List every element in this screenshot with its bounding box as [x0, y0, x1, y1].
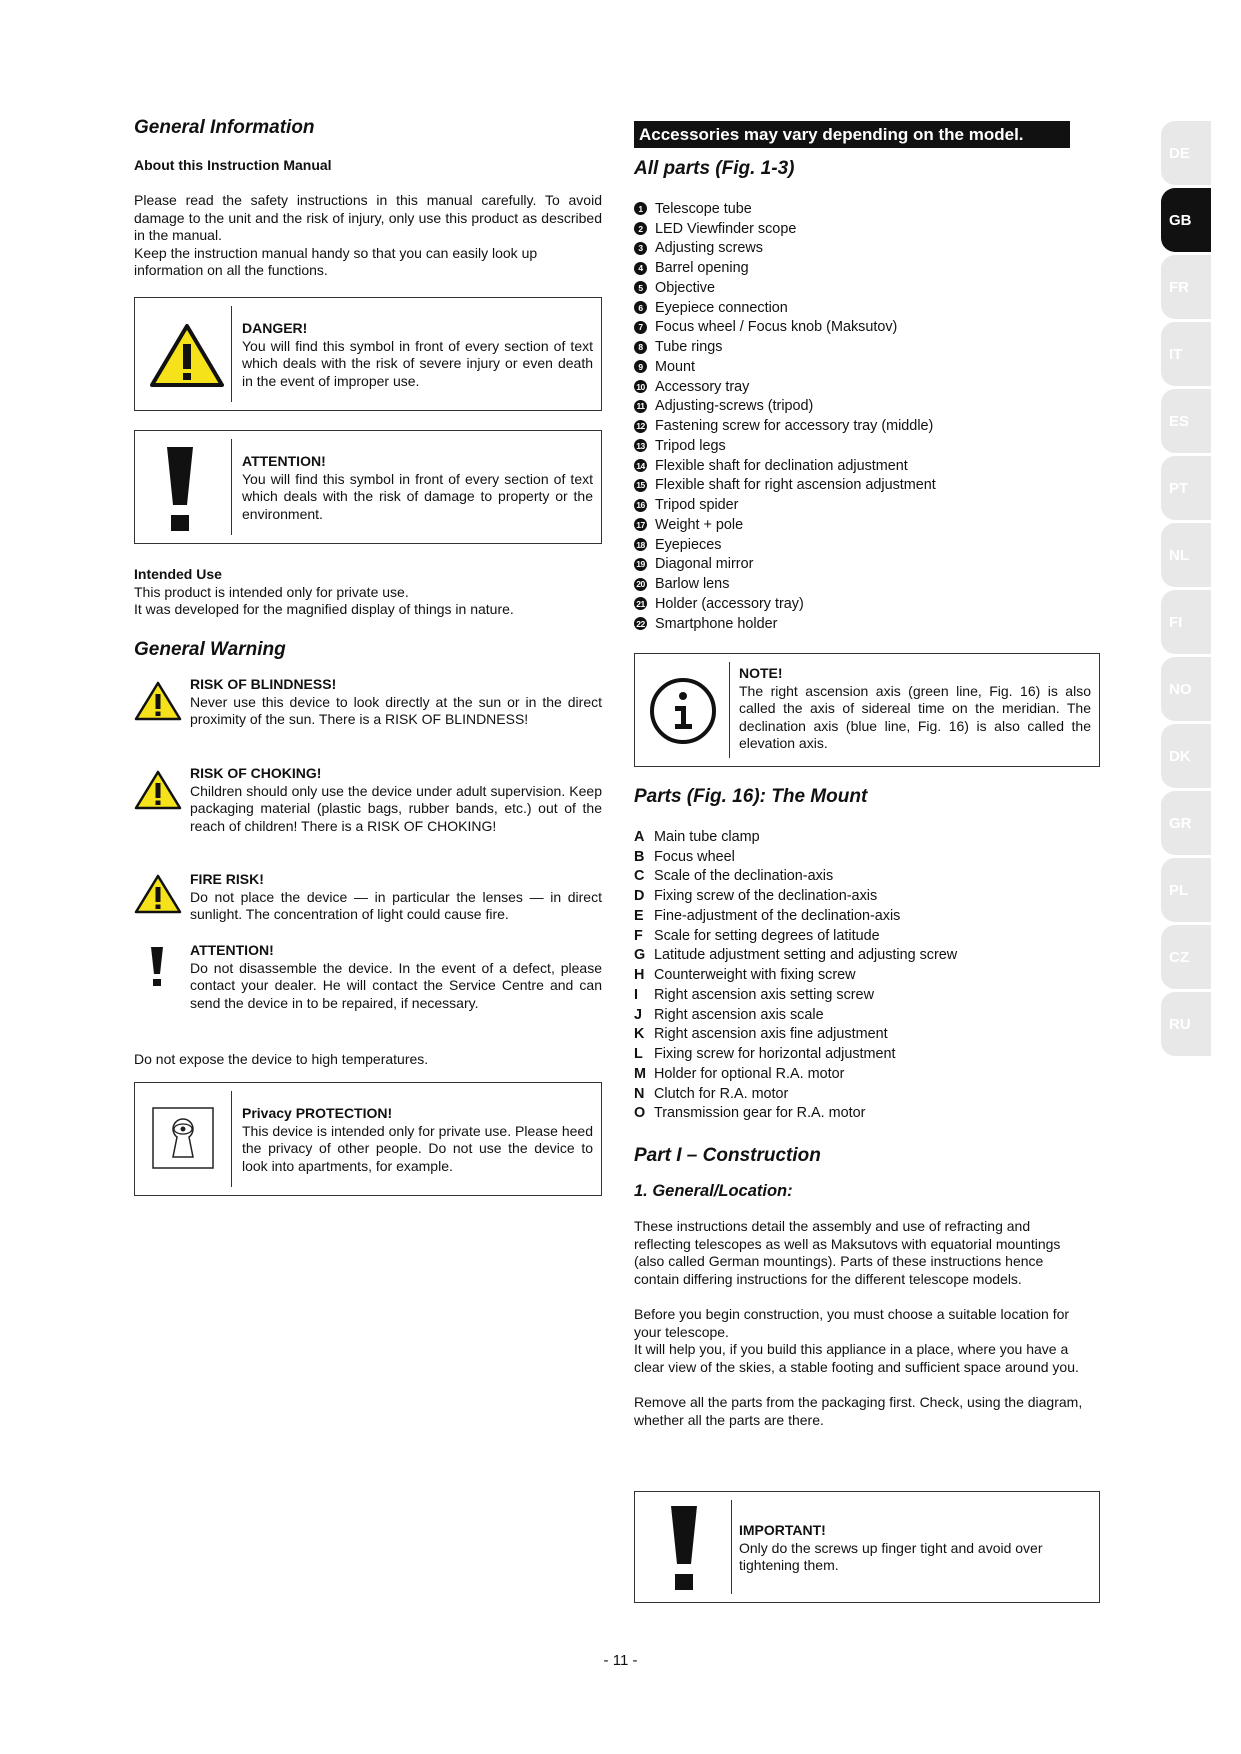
number-badge: 1: [634, 202, 647, 215]
part-label: Barrel opening: [655, 260, 749, 277]
danger-triangle-icon: [149, 322, 225, 388]
number-badge: 8: [634, 341, 647, 354]
part-letter: B: [634, 848, 645, 865]
number-badge: 3: [634, 242, 647, 255]
mount-parts-list: [634, 827, 957, 1123]
list-item: [634, 495, 936, 515]
location-paragraph-2b: It will help you, if you build this appliance in a place, where you have a clear view of the skies, a stable footing and sufficient space around you.: [634, 1341, 1079, 1375]
info-icon: [648, 676, 718, 746]
privacy-text-block: [242, 1105, 593, 1175]
part-label: Adjusting-screws (tripod): [655, 398, 814, 415]
list-item: [634, 574, 936, 594]
number-badge: 6: [634, 301, 647, 314]
number-badge: 5: [634, 281, 647, 294]
part-letter: G: [634, 947, 646, 964]
list-item: [634, 965, 957, 985]
list-item: [634, 239, 936, 259]
part-label: Tripod spider: [655, 497, 739, 514]
privacy-box: [134, 1082, 602, 1196]
list-item: [634, 357, 936, 377]
list-item: [634, 456, 936, 476]
number-badge: 7: [634, 321, 647, 334]
list-item: [634, 827, 957, 847]
exclamation-icon: [150, 946, 164, 988]
warning-title: ATTENTION!: [190, 942, 274, 958]
part-label: Clutch for R.A. motor: [654, 1085, 789, 1102]
part-label: Flexible shaft for declination adjustment: [655, 457, 908, 474]
list-item: [634, 1064, 957, 1084]
warning-attention: [134, 942, 602, 1034]
lang-tab-pt[interactable]: PT: [1161, 456, 1211, 520]
lang-tab-pl[interactable]: PL: [1161, 858, 1211, 922]
list-item: [634, 278, 936, 298]
box-divider: [729, 662, 730, 758]
general-warning-title: General Warning: [134, 639, 286, 660]
intended-use-line-2: It was developed for the magnified display of things in nature.: [134, 601, 514, 618]
box-divider: [731, 1500, 732, 1594]
list-item: [634, 886, 957, 906]
list-item: [634, 298, 936, 318]
list-item: [634, 1005, 957, 1025]
warning-choking: [134, 765, 602, 859]
lang-tab-dk[interactable]: DK: [1161, 724, 1211, 788]
note-text-block: [739, 665, 1091, 753]
number-badge: 14: [634, 459, 647, 472]
privacy-title: Privacy PROTECTION!: [242, 1105, 393, 1121]
list-item: [634, 847, 957, 867]
about-paragraph-2: Keep the instruction manual handy so that you can easily look up information on all the functions.: [134, 244, 538, 279]
lang-tab-nl[interactable]: NL: [1161, 523, 1211, 587]
number-badge: 17: [634, 518, 647, 531]
part-letter: K: [634, 1026, 645, 1043]
intended-use: [134, 566, 602, 619]
list-item: [634, 416, 936, 436]
list-item: [634, 1025, 957, 1045]
part-label: Latitude adjustment setting and adjusting screw: [654, 947, 958, 964]
list-item: [634, 946, 957, 966]
part-letter: L: [634, 1046, 643, 1063]
warning-text: Children should only use the device under adult supervision. Keep packaging material (plastic bags, rubber bands, etc.) out of the reach of children! There is a RISK OF CHOKING!: [190, 782, 602, 834]
important-text: Only do the screws up finger tight and avoid over tightening them.: [739, 1539, 1043, 1574]
danger-box: [134, 297, 602, 411]
part-label: Fixing screw of the declination-axis: [654, 888, 878, 905]
part-label: Transmission gear for R.A. motor: [654, 1105, 866, 1122]
part-label: Focus wheel: [654, 848, 735, 865]
number-badge: 12: [634, 420, 647, 433]
warning-text: Do not disassemble the device. In the event of a defect, please contact your dealer. He will contact the Service Centre and can send the device in to be repaired, if necessary.: [190, 959, 602, 1011]
keyhole-eye-icon: [152, 1107, 214, 1169]
location-text: [634, 1218, 1084, 1429]
part-label: Accessory tray: [655, 378, 750, 395]
part-letter: H: [634, 967, 645, 984]
number-badge: 22: [634, 617, 647, 630]
note-box: [634, 653, 1100, 767]
box-divider: [231, 306, 232, 402]
location-title: 1. General/Location:: [634, 1182, 793, 1200]
part-letter: F: [634, 927, 643, 944]
danger-text-block: [242, 320, 593, 390]
warning-title: FIRE RISK!: [190, 871, 264, 887]
part-label: Right ascension axis scale: [654, 1006, 824, 1023]
list-item: [634, 1044, 957, 1064]
warning-title: RISK OF CHOKING!: [190, 765, 322, 781]
about-manual-heading: About this Instruction Manual: [134, 157, 332, 173]
attention-title: ATTENTION!: [242, 453, 326, 469]
lang-tab-gr[interactable]: GR: [1161, 791, 1211, 855]
part-label: Eyepiece connection: [655, 299, 788, 316]
list-item: [634, 476, 936, 496]
box-divider: [231, 1091, 232, 1187]
part-letter: I: [634, 986, 638, 1003]
part-label: Diagonal mirror: [655, 556, 754, 573]
lang-tab-ru[interactable]: RU: [1161, 992, 1211, 1056]
mount-parts-title: Parts (Fig. 16): The Mount: [634, 786, 868, 807]
number-badge: 13: [634, 439, 647, 452]
important-text-block: [739, 1522, 1091, 1575]
number-badge: 16: [634, 499, 647, 512]
general-info-title: General Information: [134, 117, 315, 138]
part-label: Flexible shaft for right ascension adjustment: [655, 477, 936, 494]
high-temperature-note: Do not expose the device to high temperatures.: [134, 1051, 429, 1067]
location-paragraph-3: Remove all the parts from the packaging first. Check, using the diagram, whether all the parts are there.: [634, 1393, 1083, 1428]
list-item: [634, 377, 936, 397]
construction-title: Part I – Construction: [634, 1145, 821, 1166]
about-manual-text: [134, 192, 602, 280]
part-label: Eyepieces: [655, 536, 722, 553]
list-item: [634, 397, 936, 417]
list-item: [634, 906, 957, 926]
lang-tab-it[interactable]: IT: [1161, 322, 1211, 386]
warning-triangle-icon: [134, 680, 182, 722]
part-label: Right ascension axis fine adjustment: [654, 1026, 888, 1043]
privacy-text: This device is intended only for private use. Please heed the privacy of other people. Do not use the device to look into apartments, for example.: [242, 1122, 593, 1174]
part-letter: D: [634, 888, 645, 905]
warning-title: RISK OF BLINDNESS!: [190, 676, 337, 692]
location-paragraph-2a: Before you begin construction, you must choose a suitable location for your telescope.: [634, 1305, 1070, 1340]
exclamation-icon: [669, 1504, 699, 1592]
list-item: [634, 1084, 957, 1104]
attention-text-block: [242, 453, 593, 523]
lang-tab-es[interactable]: ES: [1161, 389, 1211, 453]
part-label: Objective: [655, 279, 715, 296]
list-item: [634, 535, 936, 555]
important-box: [634, 1491, 1100, 1603]
page-number: - 11 -: [603, 1652, 638, 1669]
list-item: [634, 926, 957, 946]
accessories-banner: Accessories may vary depending on the model.: [634, 121, 1070, 148]
lang-tab-gb[interactable]: GB: [1161, 188, 1211, 252]
number-badge: 4: [634, 262, 647, 275]
list-item: [634, 555, 936, 575]
note-text: The right ascension axis (green line, Fig. 16) is also called the axis of sidereal time on the meridian. The declination axis (blue line, Fig. 16) is also called the elevation axis.: [739, 682, 1091, 752]
lang-tab-fr[interactable]: FR: [1161, 255, 1211, 319]
part-letter: C: [634, 868, 645, 885]
warning-text: Never use this device to look directly at the sun or in the direct proximity of the sun. There is a RISK OF BLINDNESS!: [190, 693, 602, 728]
part-label: Holder for optional R.A. motor: [654, 1065, 845, 1082]
part-letter: A: [634, 828, 645, 845]
part-label: Smartphone holder: [655, 615, 778, 632]
part-letter: N: [634, 1085, 645, 1102]
number-badge: 15: [634, 479, 647, 492]
part-letter: M: [634, 1065, 646, 1082]
list-item: [634, 614, 936, 634]
danger-title: DANGER!: [242, 320, 308, 336]
lang-tab-cz[interactable]: CZ: [1161, 925, 1211, 989]
part-label: Fastening screw for accessory tray (middle): [655, 418, 934, 435]
list-item: [634, 436, 936, 456]
list-item: [634, 258, 936, 278]
list-item: [634, 594, 936, 614]
warning-triangle-icon: [134, 873, 182, 915]
list-item: [634, 1104, 957, 1124]
part-label: Fixing screw for horizontal adjustment: [654, 1046, 896, 1063]
part-label: Focus wheel / Focus knob (Maksutov): [655, 319, 898, 336]
part-label: Fine-adjustment of the declination-axis: [654, 907, 901, 924]
list-item: [634, 985, 957, 1005]
part-label: Mount: [655, 358, 695, 375]
parts-list: [634, 199, 936, 634]
warning-triangle-icon: [134, 769, 182, 811]
part-letter: E: [634, 907, 644, 924]
warning-blindness: [134, 676, 602, 752]
warning-fire: [134, 871, 602, 929]
box-divider: [231, 439, 232, 535]
part-label: Scale of the declination-axis: [654, 868, 834, 885]
number-badge: 2: [634, 222, 647, 235]
part-label: Adjusting screws: [655, 240, 763, 257]
part-label: Holder (accessory tray): [655, 595, 804, 612]
part-label: LED Viewfinder scope: [655, 220, 797, 237]
attention-text: You will find this symbol in front of every section of text which deals with the risk of damage to property or the environment.: [242, 470, 593, 522]
number-badge: 20: [634, 578, 647, 591]
part-label: Weight + pole: [655, 516, 744, 533]
part-label: Tube rings: [655, 339, 723, 356]
intended-use-heading: Intended Use: [134, 566, 222, 582]
exclamation-icon: [165, 445, 195, 533]
number-badge: 18: [634, 538, 647, 551]
attention-box: [134, 430, 602, 544]
number-badge: 10: [634, 380, 647, 393]
lang-tab-fi[interactable]: FI: [1161, 590, 1211, 654]
part-label: Barlow lens: [655, 576, 730, 593]
lang-tab-no[interactable]: NO: [1161, 657, 1211, 721]
number-badge: 11: [634, 400, 647, 413]
important-title: IMPORTANT!: [739, 1522, 826, 1538]
list-item: [634, 219, 936, 239]
part-label: Right ascension axis setting screw: [654, 986, 874, 1003]
note-title: NOTE!: [739, 665, 783, 681]
location-paragraph-1: These instructions detail the assembly and use of refracting and reflecting telescopes as well as Maksutovs with equatorial mountings (also called German mountings). Parts of these instructions hence contain differing instructions for the different telescope models.: [634, 1218, 1061, 1287]
list-item: [634, 337, 936, 357]
number-badge: 9: [634, 360, 647, 373]
intended-use-line-1: This product is intended only for private use.: [134, 583, 409, 600]
danger-text: You will find this symbol in front of every section of text which deals with the risk of severe injury or even death in the event of improper use.: [242, 337, 593, 389]
lang-tab-de[interactable]: DE: [1161, 121, 1211, 185]
about-paragraph-1: Please read the safety instructions in this manual carefully. To avoid damage to the unit and the risk of injury, only use this product as described in the manual.: [134, 192, 602, 244]
list-item: [634, 318, 936, 338]
list-item: [634, 515, 936, 535]
all-parts-title: All parts (Fig. 1-3): [634, 158, 795, 179]
part-letter: O: [634, 1105, 646, 1122]
part-label: Telescope tube: [655, 200, 752, 217]
part-label: Counterweight with fixing screw: [654, 967, 856, 984]
part-label: Scale for setting degrees of latitude: [654, 927, 880, 944]
part-letter: J: [634, 1006, 643, 1023]
part-label: Tripod legs: [655, 437, 726, 454]
list-item: [634, 199, 936, 219]
part-label: Main tube clamp: [654, 828, 760, 845]
number-badge: 19: [634, 558, 647, 571]
warning-text: Do not place the device — in particular the lenses — in direct sunlight. The concentration of light could cause fire.: [190, 888, 602, 923]
number-badge: 21: [634, 597, 647, 610]
list-item: [634, 867, 957, 887]
